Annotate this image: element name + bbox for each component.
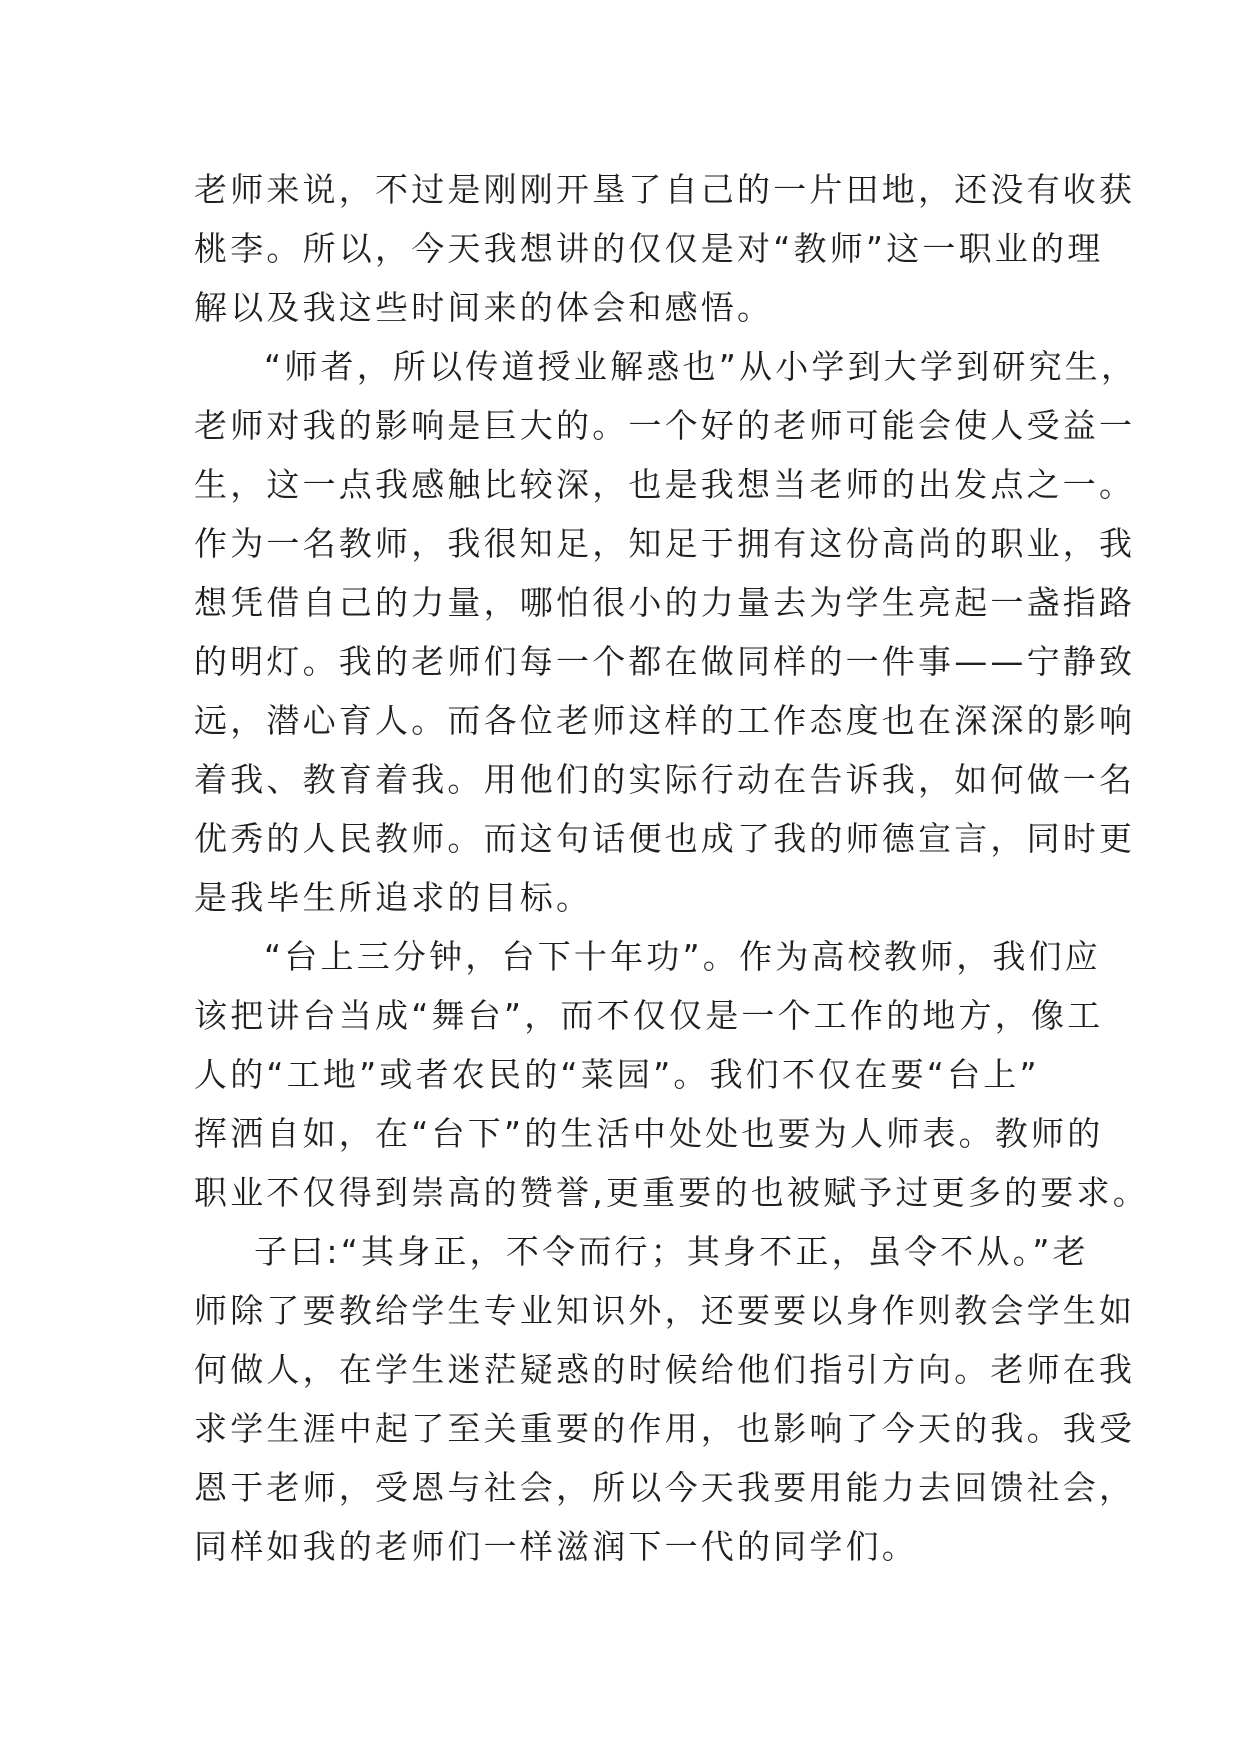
text-line: 是我毕生所追求的目标。 [194,878,593,917]
paragraph-first-line: “师者，所以传道授业解惑也”从小学到大学到研究生， [264,347,1138,386]
text-line: 远，潜心育人。而各位老师这样的工作态度也在深深的影响 [194,701,1136,740]
text-line: 人的“工地”或者农民的“菜园”。我们不仅在要“台上” [194,1055,1040,1094]
text-line: 恩于老师，受恩与社会，所以今天我要用能力去回馈社会， [194,1468,1136,1507]
text-line: 优秀的人民教师。而这句话便也成了我的师德宣言，同时更 [194,819,1136,858]
text-line: 作为一名教师，我很知足，知足于拥有这份高尚的职业，我 [194,524,1136,563]
text-line: 求学生涯中起了至关重要的作用，也影响了今天的我。我受 [194,1409,1136,1448]
text-line: 着我、教育着我。用他们的实际行动在告诉我，如何做一名 [194,760,1136,799]
text-line: 同样如我的老师们一样滋润下一代的同学们。 [194,1527,918,1566]
text-line: 何做人，在学生迷茫疑惑的时候给他们指引方向。老师在我 [194,1350,1136,1389]
text-line: 师除了要教给学生专业知识外，还要要以身作则教会学生如 [194,1291,1136,1330]
text-line: 的明灯。我的老师们每一个都在做同样的一件事——宁静致 [194,642,1136,681]
text-line: 想凭借自己的力量，哪怕很小的力量去为学生亮起一盏指路 [194,583,1136,622]
text-line: 桃李。所以，今天我想讲的仅仅是对“教师”这一职业的理 [194,229,1104,268]
paragraph-first-line: 子曰:“其身正，不令而行；其身不正，虽令不从。”老 [254,1232,1089,1271]
text-line: 解以及我这些时间来的体会和感悟。 [194,288,774,327]
text-line: 该把讲台当成“舞台”，而不仅仅是一个工作的地方，像工 [194,996,1104,1035]
text-line: 挥洒自如，在“台下”的生活中处处也要为人师表。教师的 [194,1114,1104,1153]
text-line: 职业不仅得到崇高的赞誉,更重要的也被赋予过更多的要求。 [194,1173,1149,1212]
paragraph-first-line: “台上三分钟，台下十年功”。作为高校教师，我们应 [264,937,1101,976]
text-line: 生，这一点我感触比较深，也是我想当老师的出发点之一。 [194,465,1136,504]
text-line: 老师来说，不过是刚刚开垦了自己的一片田地，还没有收获 [194,170,1136,209]
document-body [194,160,1149,1576]
text-line: 老师对我的影响是巨大的。一个好的老师可能会使人受益一 [194,406,1136,445]
